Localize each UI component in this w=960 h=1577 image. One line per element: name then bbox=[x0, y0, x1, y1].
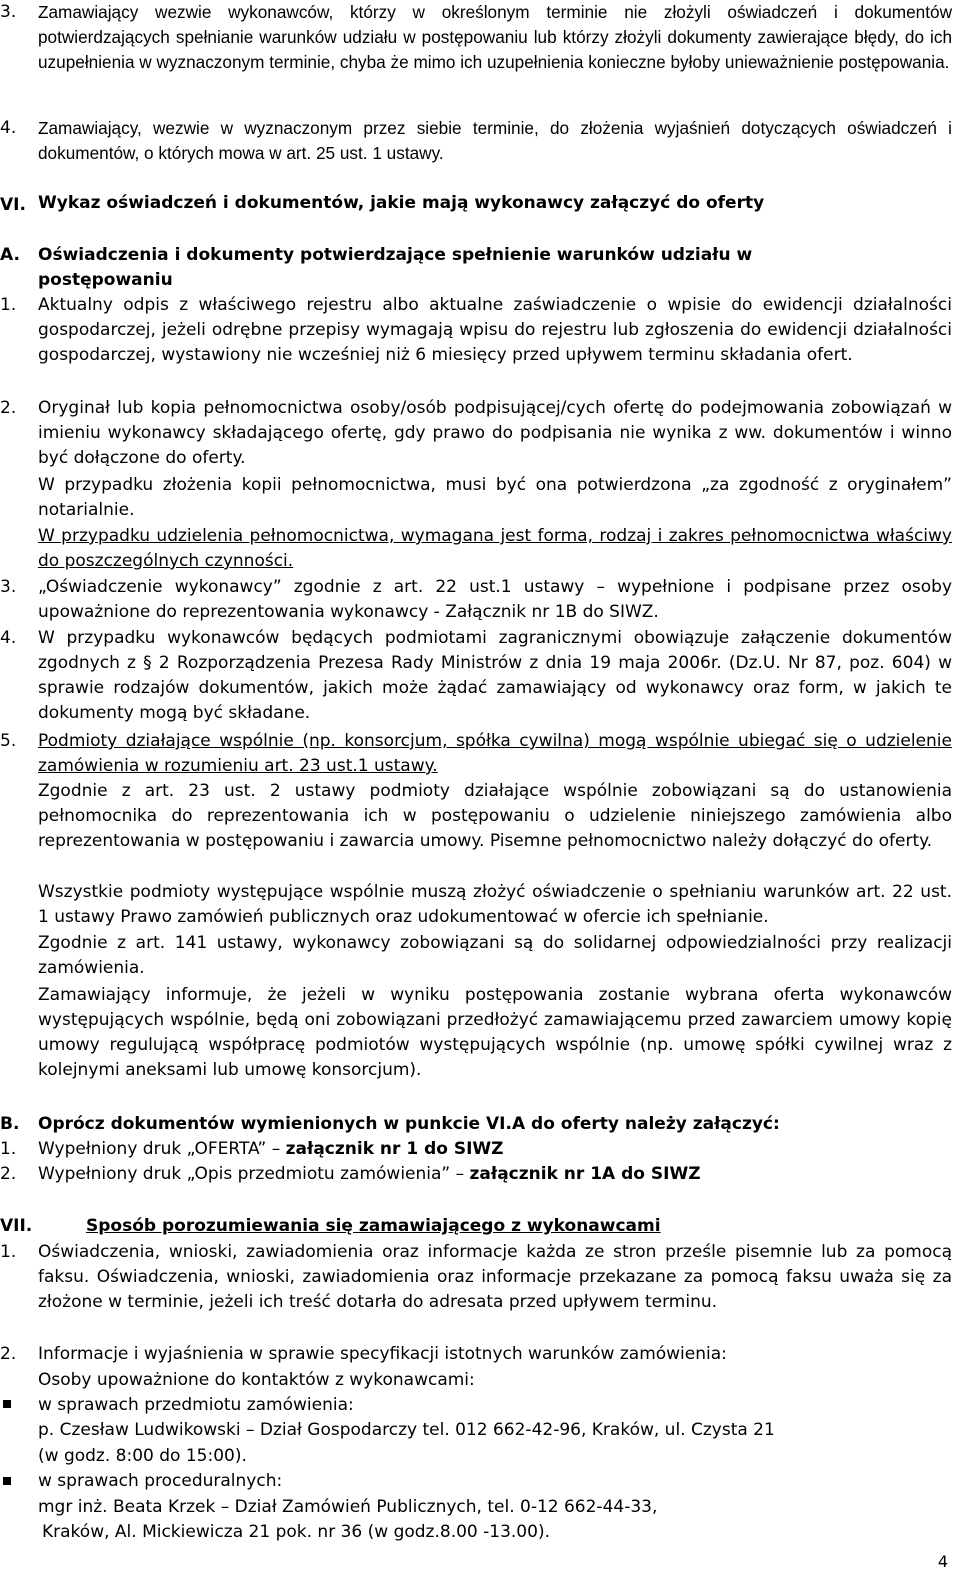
section-title: Sposób porozumiewania się zamawiającego z wykonawcami bbox=[86, 1216, 661, 1236]
list-item bbox=[38, 1162, 952, 1187]
list-item-text: Wypełniony druk „OFERTA” – bbox=[38, 1139, 286, 1159]
paragraph-underlined: W przypadku udzielenia pełnomocnictwa, wymagana jest forma, rodzaj i zakres pełnomocnictwa właściwy do poszczególnych czynności. bbox=[38, 526, 952, 571]
paragraph: Informacje i wyjaśnienia w sprawie specyfikacji istotnych warunków zamówienia: bbox=[38, 1344, 727, 1364]
paragraph: W przypadku wykonawców będących podmiotami zagranicznymi obowiązuje załączenie dokumentów zgodnych z § 2 Rozporządzenia Prezesa Rady Ministrów z dnia 19 maja 2006r. (Dz.U. Nr 87, poz. 604) w sprawie rodzajów dokumentów, jakich może żądać zamawiający od wykonawcy oraz form, w jakich te dokumenty mogą być składane. bbox=[38, 628, 952, 723]
section-number: VII. bbox=[0, 1216, 33, 1236]
item-number: 1. bbox=[0, 295, 17, 315]
paragraph: W przypadku złożenia kopii pełnomocnictwa, musi być ona potwierdzona „za zgodność z oryginałem” notarialnie. bbox=[38, 475, 952, 520]
section-title: Wykaz oświadczeń i dokumentów, jakie mają wykonawcy załączyć do oferty bbox=[38, 193, 765, 213]
page-number: 4 bbox=[937, 1552, 948, 1571]
subsection-number: B. bbox=[0, 1114, 20, 1134]
paragraph: Zgodnie z art. 23 ust. 2 ustawy podmioty działające wspólnie zobowiązani są do ustanowienia pełnomocnika do reprezentowania ich w postępowaniu o udzielenie niniejszego zamówienia albo reprezentowania w postępowaniu i zawarcia umowy. Pisemne pełnomocnictwo należy dołączyć do oferty. bbox=[38, 781, 952, 851]
paragraph: Aktualny odpis z właściwego rejestru albo aktualne zaświadczenie o wpisie do ewidencji działalności gospodarczej, jeżeli odrębne przepisy wymagają wpisu do rejestru lub zgłoszenia do ewidencji działalności gospodarczej, wystawiony nie wcześniej niż 6 miesięcy przed upływem terminu składania ofert. bbox=[38, 295, 952, 365]
subsection-title: Oświadczenia i dokumenty potwierdzające spełnienie warunków udziału w postępowaniu bbox=[38, 245, 753, 290]
item-number: 3. bbox=[0, 2, 17, 22]
subsection-number: A. bbox=[0, 245, 20, 265]
item-number: 3. bbox=[0, 577, 17, 597]
subsection-title: Oprócz dokumentów wymienionych w punkcie VI.A do oferty należy załączyć: bbox=[38, 1114, 780, 1134]
attachment-label: załącznik nr 1A do SIWZ bbox=[469, 1164, 701, 1184]
paragraph: Osoby upoważnione do kontaktów z wykonawcami: bbox=[38, 1370, 475, 1390]
bullet-icon bbox=[3, 1477, 11, 1485]
bullet-icon bbox=[3, 1400, 11, 1408]
contact-hours: (w godz. 8:00 do 15:00). bbox=[38, 1446, 247, 1466]
paragraph: „Oświadczenie wykonawcy” zgodnie z art. 22 ust.1 ustawy – wypełnione i podpisane przez osoby upoważnione do reprezentowania wykonawcy - Załącznik nr 1B do SIWZ. bbox=[38, 577, 952, 622]
paragraph: Zamawiający, wezwie w wyznaczonym przez siebie terminie, do złożenia wyjaśnień dotyczących oświadczeń i dokumentów, o których mowa w art. 25 ust. 1 ustawy. bbox=[38, 118, 952, 163]
attachment-label: załącznik nr 1 do SIWZ bbox=[285, 1139, 504, 1159]
paragraph: Zamawiający informuje, że jeżeli w wyniku postępowania zostanie wybrana oferta wykonawców występujących wspólnie, będą oni zobowiązani przedłożyć zamawiającemu przed zawarciem umowy kopię umowy regulującą współpracę podmiotów występujących wspólnie (np. umowę spółki cywilnej wraz z kolejnymi aneksami lub umowę konsorcjum). bbox=[38, 985, 952, 1080]
contact-line: p. Czesław Ludwikowski – Dział Gospodarczy tel. 012 662-42-96, Kraków, ul. Czysta 21 bbox=[38, 1420, 775, 1440]
item-number: 1. bbox=[0, 1242, 17, 1262]
contact-line: mgr inż. Beata Krzek – Dział Zamówień Publicznych, tel. 0-12 662-44-33, bbox=[38, 1497, 658, 1517]
paragraph: Oświadczenia, wnioski, zawiadomienia oraz informacje każda ze stron prześle pisemnie lub za pomocą faksu. Oświadczenia, wnioski, zawiadomienia oraz informacje przekazane za pomocą faksu uważa się za złożone w terminie, jeżeli ich treść dotarła do adresata przed upływem terminu. bbox=[38, 1242, 952, 1312]
contact-hours: Kraków, Al. Mickiewicza 21 pok. nr 36 (w godz.8.00 -13.00). bbox=[42, 1522, 550, 1542]
bullet-item: w sprawach przedmiotu zamówienia: bbox=[38, 1395, 354, 1415]
paragraph: Zamawiający wezwie wykonawców, którzy w określonym terminie nie złożyli oświadczeń i dokumentów potwierdzających spełnianie warunków udziału w postępowaniu lub którzy złożyli dokumenty zawierające błędy, do ich uzupełnienia w wyznaczonym terminie, chyba że mimo ich uzupełnienia konieczne byłoby unieważnienie postępowania. bbox=[38, 2, 952, 72]
paragraph: Wszystkie podmioty występujące wspólnie muszą złożyć oświadczenie o spełnianiu warunków art. 22 ust. 1 ustawy Prawo zamówień publicznych oraz udokumentować w ofercie ich spełnianie. bbox=[38, 882, 952, 927]
bullet-item: w sprawach proceduralnych: bbox=[38, 1471, 283, 1491]
list-item bbox=[38, 1137, 952, 1162]
item-number: 4. bbox=[0, 628, 17, 648]
item-number: 2. bbox=[0, 1164, 17, 1184]
list-item-text: Wypełniony druk „Opis przedmiotu zamówienia” – bbox=[38, 1164, 470, 1184]
item-number: 4. bbox=[0, 118, 17, 138]
paragraph-underlined: Podmioty działające wspólnie (np. konsorcjum, spółka cywilna) mogą wspólnie ubiegać się o udzielenie zamówienia w rozumieniu art. 23 ust.1 ustawy. bbox=[38, 731, 952, 776]
paragraph: Zgodnie z art. 141 ustawy, wykonawcy zobowiązani są do solidarnej odpowiedzialności przy realizacji zamówienia. bbox=[38, 933, 952, 978]
item-number: 2. bbox=[0, 1344, 17, 1364]
section-number: VI. bbox=[0, 195, 26, 215]
item-number: 5. bbox=[0, 731, 17, 751]
item-number: 2. bbox=[0, 398, 17, 418]
item-number: 1. bbox=[0, 1139, 17, 1159]
paragraph: Oryginał lub kopia pełnomocnictwa osoby/osób podpisującej/cych ofertę do podejmowania zobowiązań w imieniu wykonawcy składającego ofertę, gdy prawo do podpisania nie wynika z ww. dokumentów i winno być dołączone do oferty. bbox=[38, 398, 952, 468]
